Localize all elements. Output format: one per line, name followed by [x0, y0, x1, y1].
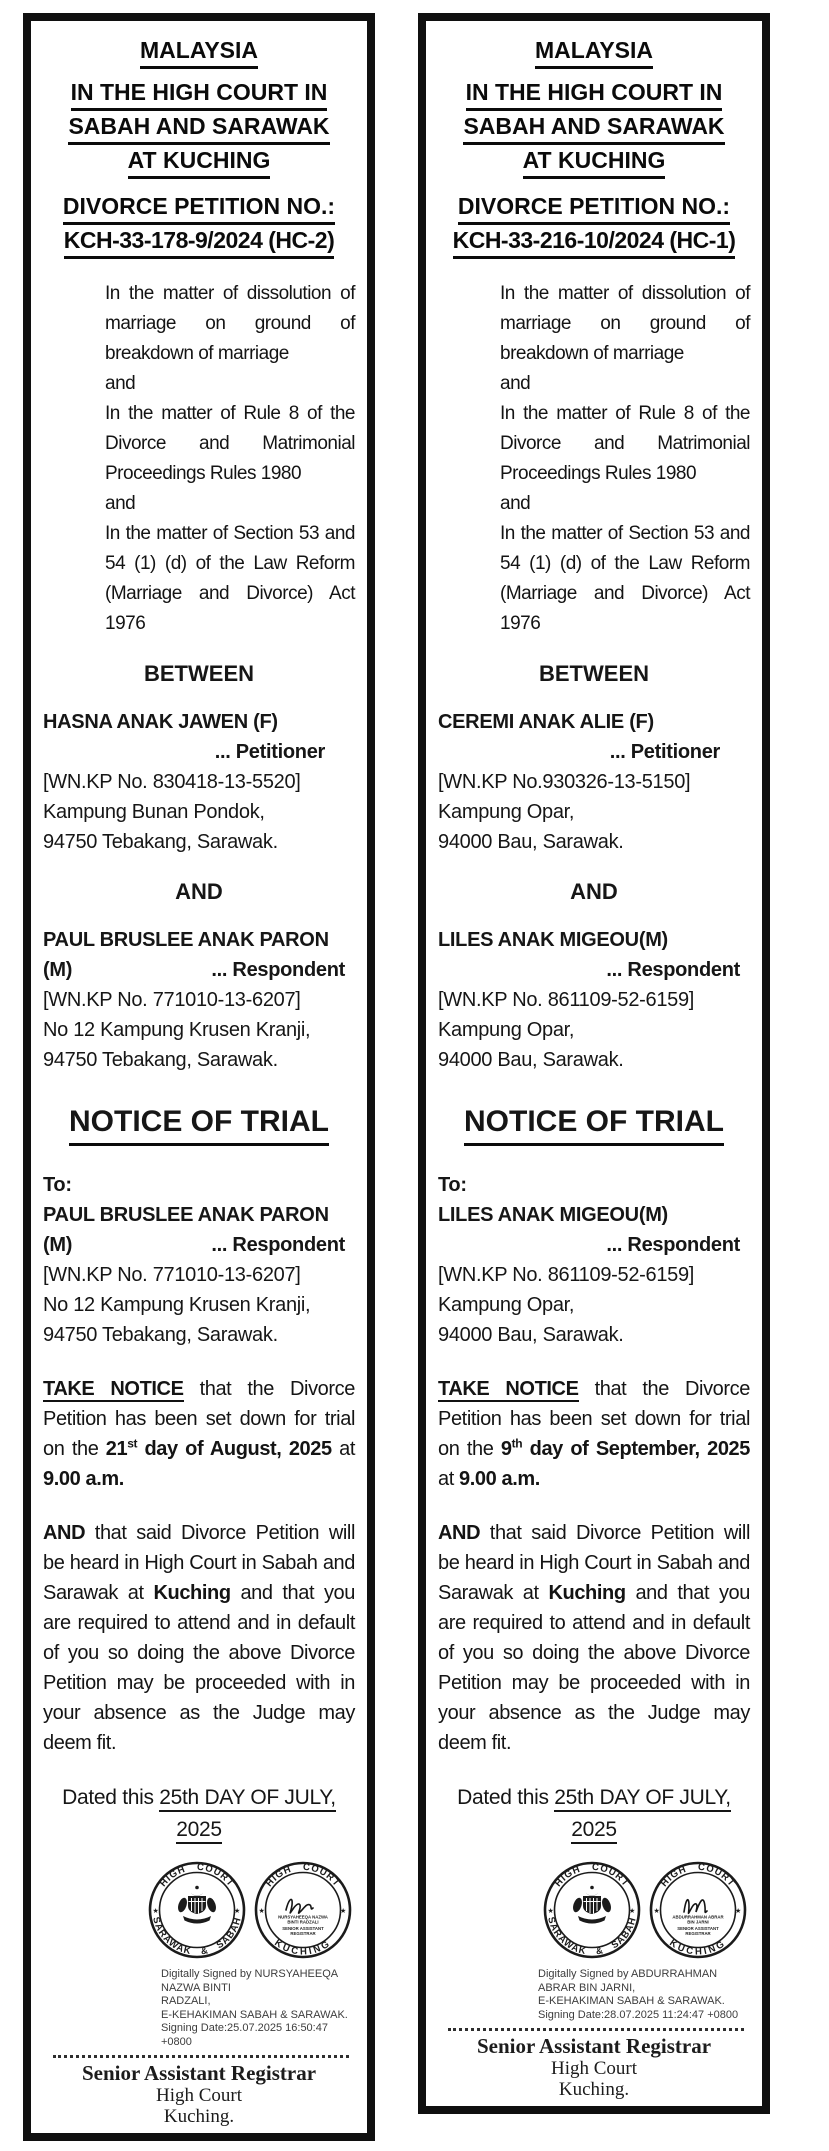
svg-text:HIGH COURT [158, 1862, 236, 1889]
respondent-address-line: No 12 Kampung Krusen Kranji, [43, 1019, 311, 1041]
matter-paragraph: In the matter of Section 53 and 54 (1) (d) of the Law Reform (Marriage and Divorce) Act 1976 [105, 523, 355, 634]
svg-text:KUCHING [667, 1938, 728, 1958]
petitioner-address-line: 94000 Bau, Sarawak. [438, 831, 624, 853]
matters-block [105, 279, 355, 639]
petition-number: KCH-33-178-9/2024 (HC-2) [64, 225, 335, 259]
petitioner-block [43, 707, 355, 857]
seal-signer-title-line2: REGISTRAR [685, 1931, 711, 1936]
take-notice-lead: TAKE NOTICE [438, 1378, 579, 1400]
addressee-name: PAUL BRUSLEE ANAK PARON [43, 1204, 329, 1226]
addressee-address-line: Kampung Opar, [438, 1294, 575, 1316]
matter-conjunction: and [500, 373, 531, 394]
court-heading [43, 77, 355, 179]
petitioner-name: HASNA ANAK JAWEN (F) [43, 711, 278, 733]
trial-date: day of September, 2025 [522, 1438, 750, 1460]
star-icon: ★ [629, 1908, 636, 1915]
court-heading [438, 77, 750, 179]
trial-time: 9.00 a.m. [43, 1468, 124, 1490]
court-heading-line2: SABAH AND SARAWAK [463, 111, 724, 145]
addressee-role: ... Respondent [606, 1234, 740, 1256]
divorce-notice-right [418, 13, 770, 2114]
petition-number-block [438, 191, 750, 259]
matter-paragraph: In the matter of Section 53 and 54 (1) (d) of the Law Reform (Marriage and Divorce) Act 1976 [500, 523, 750, 634]
addressee-name: LILES ANAK MIGEOU(M) [438, 1204, 668, 1226]
addressee-role: ... Respondent [211, 1234, 345, 1256]
country-heading: MALAYSIA [438, 35, 750, 69]
respondent-address-line: Kampung Opar, [438, 1019, 575, 1041]
between-label: BETWEEN [144, 661, 254, 686]
between-label: BETWEEN [539, 661, 649, 686]
seal-signer-name-line2: BINTI RADZALI [287, 1919, 319, 1925]
matter-paragraph: In the matter of Rule 8 of the Divorce and Matrimonial Proceedings Rules 1980 [105, 403, 355, 484]
respondent-id: [WN.KP No. 771010-13-6207] [43, 989, 301, 1011]
seal-arc-bottom: KUCHING [667, 1937, 729, 1958]
addressee-id: [WN.KP No. 771010-13-6207] [43, 1264, 301, 1286]
and-lead: AND [43, 1522, 86, 1544]
addressee-address-line: 94750 Tebakang, Sarawak. [43, 1324, 278, 1346]
respondent-name: PAUL BRUSLEE ANAK PARON [43, 929, 329, 951]
svg-text:HIGH COURT [553, 1862, 631, 1889]
take-notice-paragraph: TAKE NOTICE that the Divorce Petition has been set down for trial on the 21st day of August, 2025 at 9.00 a.m. [43, 1378, 355, 1490]
dated-prefix: Dated this [457, 1786, 555, 1809]
star-icon: ★ [234, 1908, 241, 1915]
hearing-place: Kuching [153, 1582, 231, 1604]
petition-number-block [43, 191, 355, 259]
matter-conjunction: and [105, 373, 136, 394]
seal-arc-bottom: SARAWAK & SABAH [545, 1915, 639, 1958]
court-heading-line2: SABAH AND SARAWAK [68, 111, 329, 145]
seal-signer-title-line2: REGISTRAR [290, 1931, 316, 1936]
petition-number: KCH-33-216-10/2024 (HC-1) [453, 225, 736, 259]
matter-paragraph: In the matter of dissolution of marriage on ground of breakdown of marriage [105, 283, 355, 364]
matter-paragraph: In the matter of dissolution of marriage on ground of breakdown of marriage [500, 283, 750, 364]
matter-paragraph: In the matter of Rule 8 of the Divorce and Matrimonial Proceedings Rules 1980 [500, 403, 750, 484]
registrar-title: Senior Assistant Registrar [476, 2034, 712, 2058]
dated-block [438, 1782, 750, 1846]
registrar-court: High Court [550, 2058, 638, 2079]
registrar-footer [43, 2061, 355, 2127]
malaysia-coat-of-arms-icon [176, 1886, 217, 1924]
addressee-gender: (M) [43, 1234, 73, 1256]
registrar-place: Kuching. [558, 2079, 630, 2100]
respondent-name: LILES ANAK MIGEOU(M) [438, 929, 668, 951]
seal-signer-title-line1: SENIOR ASSISTANT [282, 1926, 324, 1931]
and-lead: AND [438, 1522, 481, 1544]
respondent-address-line: 94000 Bau, Sarawak. [438, 1049, 624, 1071]
svg-text:HIGH COURT [659, 1862, 737, 1889]
petitioner-address-line: Kampung Opar, [438, 801, 575, 823]
svg-text:KUCHING [272, 1938, 333, 1958]
star-icon: ★ [653, 1908, 660, 1915]
svg-text:HIGH COURT [264, 1862, 342, 1889]
signature-dotted-line [448, 2028, 744, 2031]
seal-arc-top: HIGH COURT [658, 1861, 738, 1890]
addressee-address-line: 94000 Bau, Sarawak. [438, 1324, 624, 1346]
petitioner-block [438, 707, 750, 857]
seal-signer-name-line1: ABDURRAHMAN ABRAR [672, 1914, 724, 1920]
registrar-signature-seal-icon [253, 1860, 353, 1960]
notice-of-trial-title: NOTICE OF TRIAL [43, 1103, 355, 1146]
seal-arc-bottom: KUCHING [272, 1937, 334, 1958]
registrar-place: Kuching. [163, 2106, 235, 2127]
seal-signer-name-line2: BIN JARNI [687, 1919, 709, 1925]
court-heading-line3: AT KUCHING [128, 145, 271, 179]
signature-squiggle-icon [684, 1900, 707, 1914]
hearing-place: Kuching [548, 1582, 626, 1604]
dated-block [43, 1782, 355, 1846]
take-notice-paragraph: TAKE NOTICE that the Divorce Petition has been set down for trial on the 9th day of September, 2025 at 9.00 a.m. [438, 1378, 750, 1490]
seal-signer-title-line1: SENIOR ASSISTANT [677, 1926, 719, 1931]
seal-signer-name-line1: NURSYAHEEQA NAZWA [278, 1914, 328, 1920]
high-court-coat-of-arms-seal-icon [542, 1860, 642, 1960]
trial-day: 21 [105, 1438, 128, 1460]
star-icon: ★ [340, 1908, 347, 1915]
trial-date: day of August, 2025 [137, 1438, 332, 1460]
respondent-gender: (M) [43, 959, 73, 981]
court-heading-line1: IN THE HIGH COURT IN [71, 77, 328, 111]
dated-date: 25th DAY OF JULY, [554, 1786, 731, 1812]
court-heading-line1: IN THE HIGH COURT IN [466, 77, 723, 111]
petition-label: DIVORCE PETITION NO.: [63, 191, 335, 225]
respondent-address-line: 94750 Tebakang, Sarawak. [43, 1049, 278, 1071]
and-paragraph: AND that said Divorce Petition will be heard in High Court in Sabah and Sarawak at Kuching and that you are required to attend and in default of you so doing the above Divorce Petition may be proceeded with in your absence as the Judge may deem fit. [43, 1522, 355, 1754]
digital-signature-note: Digitally Signed by NURSYAHEEQA NAZWA BINTI RADZALI, E-KEHAKIMAN SABAH & SARAWAK. Signing Date:25.07.2025 16:50:47 +0800 [161, 1968, 348, 2048]
petitioner-id: [WN.KP No.930326-13-5150] [438, 771, 691, 793]
dated-year: 2025 [571, 1818, 617, 1844]
respondent-block [43, 925, 355, 1075]
petitioner-address-line: 94750 Tebakang, Sarawak. [43, 831, 278, 853]
seal-arc-top: HIGH COURT [157, 1861, 237, 1890]
digital-signature-note: Digitally Signed by ABDURRAHMAN ABRAR BIN JARNI, E-KEHAKIMAN SABAH & SARAWAK. Signing Date:28.07.2025 11:24:47 +0800 [538, 1968, 739, 2021]
signature-squiggle-icon [286, 1899, 313, 1913]
petitioner-id: [WN.KP No. 830418-13-5520] [43, 771, 301, 793]
dated-date: 25th DAY OF JULY, [159, 1786, 336, 1812]
dated-year: 2025 [176, 1818, 222, 1844]
respondent-role: ... Respondent [211, 959, 345, 981]
star-icon: ★ [152, 1908, 159, 1915]
and-label: AND [175, 879, 223, 904]
respondent-id: [WN.KP No. 861109-52-6159] [438, 989, 695, 1011]
addressee-id: [WN.KP No. 861109-52-6159] [438, 1264, 695, 1286]
petition-label: DIVORCE PETITION NO.: [458, 191, 730, 225]
matter-conjunction: and [500, 493, 531, 514]
seal-row [43, 1860, 355, 1960]
petitioner-role: ... Petitioner [214, 741, 325, 763]
seal-row [438, 1860, 750, 1960]
divorce-notice-left [23, 13, 375, 2141]
addressee-address-line: No 12 Kampung Krusen Kranji, [43, 1294, 311, 1316]
signature-dotted-line [53, 2055, 349, 2058]
to-label: To: [438, 1174, 467, 1196]
registrar-court: High Court [155, 2085, 243, 2106]
petitioner-address-line: Kampung Bunan Pondok, [43, 801, 265, 823]
seal-arc-top: HIGH COURT [552, 1861, 632, 1890]
dated-prefix: Dated this [62, 1786, 160, 1809]
take-notice-lead: TAKE NOTICE [43, 1378, 184, 1400]
respondent-role: ... Respondent [606, 959, 740, 981]
seal-arc-top: HIGH COURT [263, 1861, 343, 1890]
petitioner-role: ... Petitioner [609, 741, 720, 763]
trial-day-ordinal: th [511, 1436, 523, 1451]
court-heading-line3: AT KUCHING [523, 145, 666, 179]
star-icon: ★ [258, 1908, 265, 1915]
addressee-block [438, 1170, 750, 1350]
respondent-block [438, 925, 750, 1075]
and-label: AND [570, 879, 618, 904]
and-paragraph: AND that said Divorce Petition will be heard in High Court in Sabah and Sarawak at Kuching and that you are required to attend and in default of you so doing the above Divorce Petition may be proceeded with in your absence as the Judge may deem fit. [438, 1522, 750, 1754]
registrar-title: Senior Assistant Registrar [81, 2061, 317, 2085]
star-icon: ★ [547, 1908, 554, 1915]
trial-day-ordinal: st [127, 1436, 138, 1451]
trial-time: 9.00 a.m. [459, 1468, 540, 1490]
trial-day: 9 [500, 1438, 512, 1460]
matter-conjunction: and [105, 493, 136, 514]
star-icon: ★ [735, 1908, 742, 1915]
matters-block [500, 279, 750, 639]
petitioner-name: CEREMI ANAK ALIE (F) [438, 711, 654, 733]
high-court-coat-of-arms-seal-icon [147, 1860, 247, 1960]
country-heading: MALAYSIA [43, 35, 355, 69]
registrar-signature-seal-icon [648, 1860, 748, 1960]
notice-of-trial-title: NOTICE OF TRIAL [438, 1103, 750, 1146]
addressee-block [43, 1170, 355, 1350]
registrar-footer [438, 2034, 750, 2100]
to-label: To: [43, 1174, 72, 1196]
seal-arc-bottom: SARAWAK & SABAH [150, 1915, 244, 1958]
malaysia-coat-of-arms-icon [571, 1886, 612, 1924]
